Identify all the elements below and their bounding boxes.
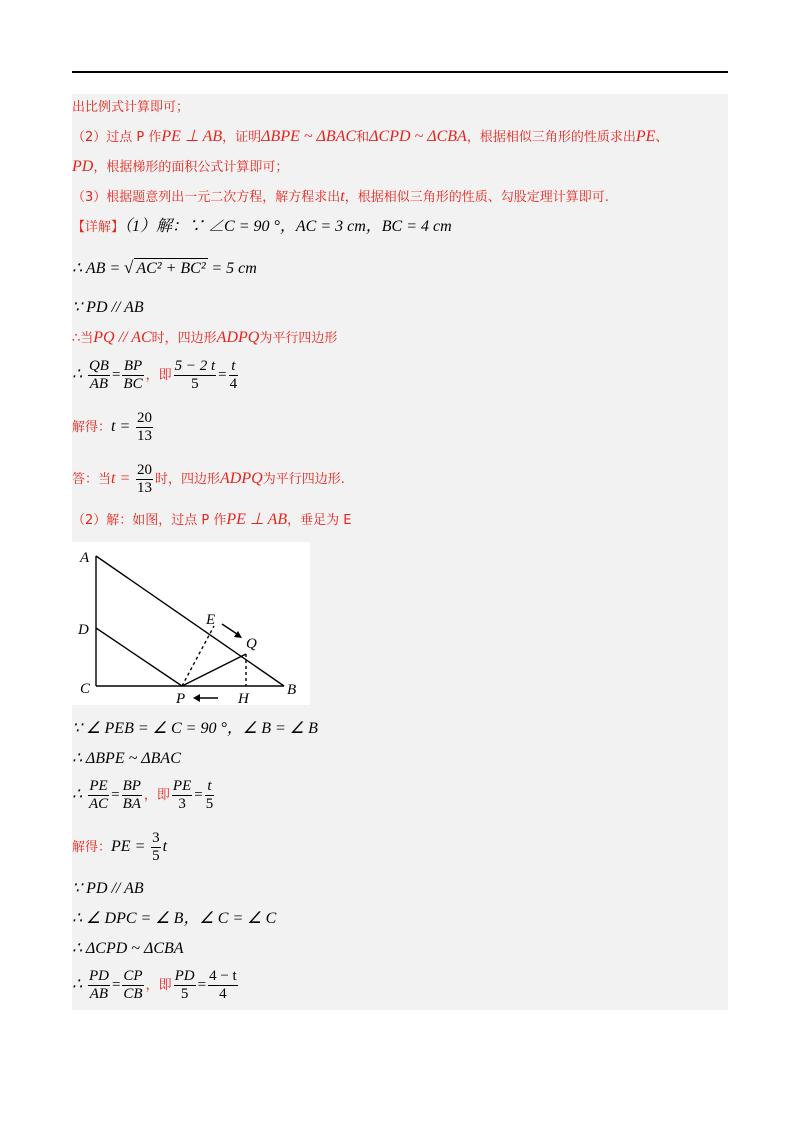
solve-t: 解得：t = $\frac{20}{13}$ — [72, 410, 153, 444]
similar-triangles-2: ∴ ΔCPD ~ ΔCBA — [72, 940, 184, 957]
label-C: C — [80, 681, 91, 697]
fraction: $\frac{CP}{CB}$ — [123, 968, 143, 1002]
fraction: $\frac{PD}{AB}$ — [88, 968, 109, 1002]
triangle-diagram — [72, 542, 310, 705]
hint-line-1: 出比例式计算即可； — [72, 100, 190, 115]
fraction: $\frac{20}{13}$ — [137, 410, 153, 444]
fraction: $\frac{BP}{BC}$ — [123, 358, 143, 392]
fraction: $\frac{3}{5}$ — [152, 830, 160, 864]
detail-intro: 【详解】（1）解：∵ ∠C = 90 °，AC = 3 cm，BC = 4 cm — [72, 218, 452, 235]
hint-part2: （2）过点 P 作PE ⊥ AB，证明ΔBPE ~ ΔBAC和ΔCPD ~ ΔCBA，根据相似三角形的性质求出PE、 — [72, 128, 669, 145]
fraction: $\frac{20}{13}$ — [137, 462, 153, 496]
pd-parallel-ab: ∵ PD // AB — [72, 299, 144, 316]
label-P: P — [176, 691, 186, 705]
parallelogram-condition: ∴当PQ // AC时，四边形ADPQ为平行四边形 — [72, 329, 338, 346]
header-rule — [72, 71, 728, 73]
label-H: H — [238, 691, 249, 705]
fraction: $\frac{BP}{BA}$ — [122, 778, 141, 812]
fraction: $\frac{t}{5}$ — [205, 778, 214, 812]
angle-equalities-2: ∴ ∠ DPC = ∠ B，∠ C = ∠ C — [72, 910, 277, 927]
ab-length: ∴ AB = √ AC² + BC² = 5 cm — [72, 258, 257, 277]
hint-part2-cont: PD，根据梯形的面积公式计算即可； — [72, 158, 289, 175]
label-A: A — [80, 550, 90, 566]
answer-1: 答：当t = $\frac{20}{13}$ 时，四边形ADPQ为平行四边形. — [72, 462, 345, 496]
fraction: $\frac{QB}{AB}$ — [88, 358, 109, 392]
label-Q: Q — [246, 636, 257, 652]
hint-part3: （3）根据题意列出一元二次方程，解方程求出t，根据相似三角形的性质、勾股定理计算即可. — [72, 188, 609, 205]
fraction: $\frac{PE}{3}$ — [172, 778, 192, 812]
fraction: $\frac{4 - t}{4}$ — [209, 968, 237, 1002]
ratio-equation-2: ∴ $\frac{PE}{AC}$ = $\frac{BP}{BA}$ ，即 $\frac{PE}{3}$ = $\frac{t}{5}$ — [72, 778, 214, 812]
label-E: E — [206, 612, 216, 628]
solve-pe: 解得：PE = $\frac{3}{5}$ t — [72, 830, 168, 864]
fraction: $\frac{PE}{AC}$ — [88, 778, 109, 812]
fraction: $\frac{t}{4}$ — [229, 358, 238, 392]
solution-panel — [72, 94, 728, 1010]
angle-equalities-1: ∵ ∠ PEB = ∠ C = 90 °，∠ B = ∠ B — [72, 720, 318, 737]
part2-intro: （2）解：如图，过点 P 作PE ⊥ AB，垂足为 E — [72, 511, 352, 528]
fraction: $\frac{PD}{5}$ — [174, 968, 195, 1002]
fraction: $\frac{5 - 2 t}{5}$ — [174, 358, 216, 392]
similar-triangles-1: ∴ ΔBPE ~ ΔBAC — [72, 750, 181, 767]
label-D: D — [78, 622, 89, 638]
pd-parallel-ab-2: ∵ PD // AB — [72, 880, 144, 897]
geometry-figure — [72, 542, 310, 705]
ratio-equation-3: ∴ $\frac{PD}{AB}$ = $\frac{CP}{CB}$ ，即 $\frac{PD}{5}$ = $\frac{4 - t}{4}$ — [72, 968, 237, 1002]
ratio-equation-1: ∴ $\frac{QB}{AB}$ = $\frac{BP}{BC}$ ，即 $\frac{5 - 2 t}{5}$ = $\frac{t}{4}$ — [72, 358, 238, 392]
label-B: B — [287, 682, 297, 698]
